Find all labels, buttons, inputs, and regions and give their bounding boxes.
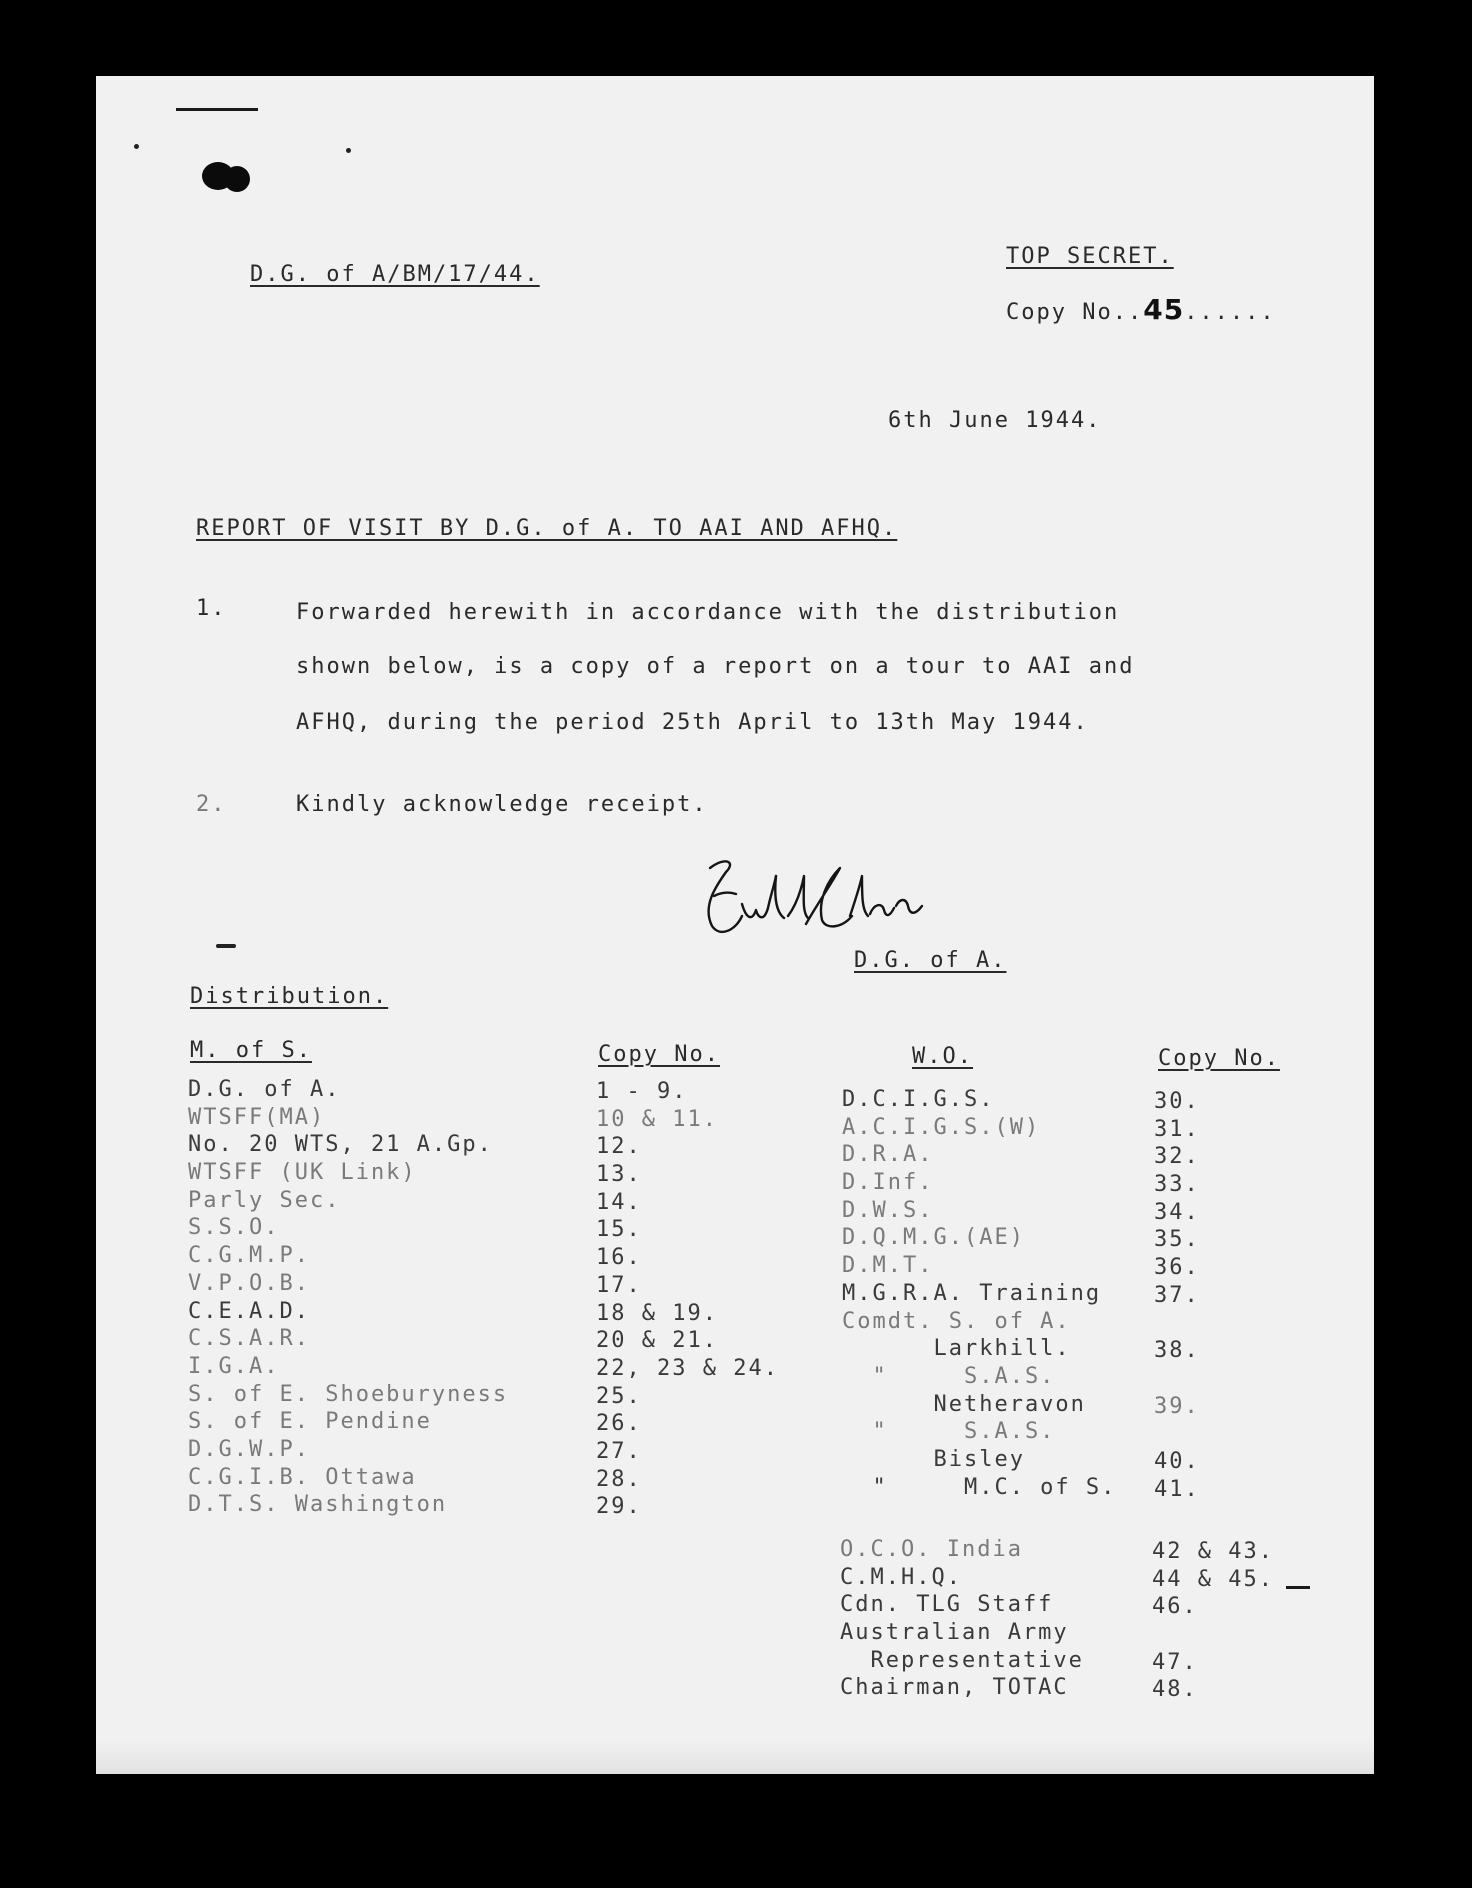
copy-label: Copy No..: [1006, 300, 1144, 325]
list-item: 10 & 11.: [596, 1106, 718, 1132]
reference-number: D.G. of A/BM/17/44.: [250, 262, 540, 287]
list-item: " S.A.S.: [842, 1419, 1056, 1445]
list-item: 39.: [1154, 1393, 1200, 1419]
left-group-heading: M. of S.: [190, 1038, 312, 1063]
document-page: [96, 76, 1374, 1774]
list-item: 46.: [1152, 1594, 1198, 1620]
list-item: D.M.T.: [842, 1253, 934, 1279]
scan-mark-line: [176, 108, 258, 111]
list-item: [1154, 1420, 1200, 1448]
list-item: 17.: [596, 1272, 642, 1298]
list-item: 18 & 19.: [596, 1300, 718, 1326]
list-item: 26.: [596, 1411, 642, 1437]
list-item: V.P.O.B.: [188, 1270, 310, 1296]
list-item: D.R.A.: [842, 1142, 934, 1168]
list-item: 32.: [1154, 1144, 1200, 1170]
handwritten-signature: [696, 846, 946, 956]
list-item: Cdn. TLG Staff: [840, 1592, 1054, 1618]
list-item: 30.: [1154, 1089, 1200, 1114]
list-item: 35.: [1154, 1227, 1200, 1253]
list-item: 40.: [1154, 1448, 1200, 1474]
list-item: 27.: [596, 1438, 642, 1464]
list-item: 14.: [596, 1189, 642, 1215]
list-item: [1152, 1621, 1274, 1649]
scan-speck: [134, 144, 139, 149]
list-item: Representative: [840, 1647, 1084, 1673]
list-item: 37.: [1154, 1282, 1200, 1308]
list-item: D.T.S. Washington: [188, 1492, 448, 1518]
list-item: 29.: [596, 1494, 642, 1520]
list-item: C.E.A.D.: [188, 1298, 310, 1324]
list-item: 36.: [1154, 1255, 1200, 1281]
list-item: 33.: [1154, 1172, 1200, 1198]
scan-speck: [346, 148, 351, 153]
list-item: 16.: [596, 1245, 642, 1271]
list-item: S. of E. Shoeburyness: [188, 1381, 509, 1407]
list-item: 20 & 21.: [596, 1328, 718, 1354]
list-item: 25.: [596, 1383, 642, 1409]
paragraph-2-number: 2.: [196, 792, 227, 817]
paragraph-1-line-3: AFHQ, during the period 25th April to 13th May 1944.: [296, 710, 1089, 735]
list-item: A.C.I.G.S.(W): [842, 1114, 1041, 1140]
list-item: D.Inf.: [842, 1170, 934, 1196]
left-copy-heading: Copy No.: [598, 1042, 720, 1067]
list-item: Bisley: [842, 1446, 1025, 1472]
paragraph-1-number: 1.: [196, 596, 227, 621]
list-item: 13.: [596, 1162, 642, 1188]
distribution-heading: Distribution.: [190, 984, 389, 1009]
list-item: [1154, 1365, 1200, 1393]
classification: TOP SECRET.: [1006, 244, 1174, 269]
list-item: " S.A.S.: [842, 1363, 1056, 1389]
list-item: 48.: [1152, 1677, 1198, 1703]
left-copy-list: [596, 1078, 779, 1521]
list-item: Comdt. S. of A.: [842, 1308, 1071, 1334]
list-item: D.C.I.G.S.: [842, 1087, 995, 1112]
left-recipient-list: [188, 1076, 508, 1519]
list-item: D.Q.M.G.(AE): [842, 1225, 1025, 1251]
list-item: C.G.M.P.: [188, 1243, 310, 1269]
list-item: 28.: [596, 1466, 642, 1492]
copy-number: 45: [1143, 293, 1185, 326]
list-item: " M.C. of S.: [842, 1474, 1117, 1500]
list-item: [1154, 1310, 1200, 1338]
list-item: Chairman, TOTAC: [840, 1675, 1069, 1701]
list-item: 41.: [1154, 1476, 1200, 1502]
paragraph-1-line-2: shown below, is a copy of a report on a tour to AAI and: [296, 654, 1135, 679]
list-item: 15.: [596, 1217, 642, 1243]
list-item: 38.: [1154, 1338, 1200, 1364]
list-item: 34.: [1154, 1199, 1200, 1225]
list-item: M.G.R.A. Training: [842, 1280, 1102, 1306]
list-item: 31.: [1154, 1116, 1200, 1142]
list-item: D.G. of A.: [188, 1077, 341, 1102]
list-item: I.G.A.: [188, 1353, 280, 1379]
right-group-heading: W.O.: [912, 1044, 973, 1069]
list-item: D.G.W.P.: [188, 1436, 310, 1462]
list-item: S.S.O.: [188, 1215, 280, 1241]
list-item: 22, 23 & 24.: [596, 1355, 779, 1381]
list-item: 12.: [596, 1134, 642, 1160]
scan-speck: [216, 944, 236, 948]
document-date: 6th June 1944.: [888, 408, 1102, 433]
list-item: 1 - 9.: [596, 1079, 688, 1104]
right-copy-list: [1154, 1088, 1200, 1503]
list-item: Larkhill.: [842, 1336, 1071, 1362]
list-item: 47.: [1152, 1649, 1198, 1675]
list-item: No. 20 WTS, 21 A.Gp.: [188, 1132, 493, 1158]
list-item: Netheravon: [842, 1391, 1086, 1417]
copy-number-line: [1006, 293, 1276, 326]
list-item: C.S.A.R.: [188, 1326, 310, 1352]
list-item: WTSFF (UK Link): [188, 1160, 417, 1186]
signatory-title: D.G. of A.: [854, 948, 1007, 973]
report-subject: REPORT OF VISIT BY D.G. of A. TO AAI AND AFHQ.: [196, 516, 898, 541]
right-copy-heading: Copy No.: [1158, 1046, 1280, 1071]
list-item: 42 & 43.: [1152, 1539, 1274, 1564]
hand-mark-dash: [1286, 1586, 1310, 1589]
list-item: Australian Army: [840, 1620, 1069, 1646]
list-item: Parly Sec.: [188, 1187, 341, 1213]
list-item: C.M.H.Q.: [840, 1564, 962, 1590]
list-item: 44 & 45.: [1152, 1566, 1274, 1592]
right-recipient-list-2: [840, 1536, 1084, 1702]
list-item: S. of E. Pendine: [188, 1409, 432, 1435]
list-item: D.W.S.: [842, 1197, 934, 1223]
paragraph-1-line-1: Forwarded herewith in accordance with the distribution: [296, 600, 1120, 625]
copy-trail: ......: [1184, 300, 1276, 325]
list-item: C.G.I.B. Ottawa: [188, 1464, 417, 1490]
ink-blot: [224, 166, 250, 192]
list-item: WTSFF(MA): [188, 1104, 326, 1130]
right-recipient-list: [842, 1086, 1116, 1501]
paragraph-2-line-1: Kindly acknowledge receipt.: [296, 792, 708, 817]
list-item: O.C.O. India: [840, 1537, 1023, 1562]
right-copy-list-2: [1152, 1538, 1274, 1704]
